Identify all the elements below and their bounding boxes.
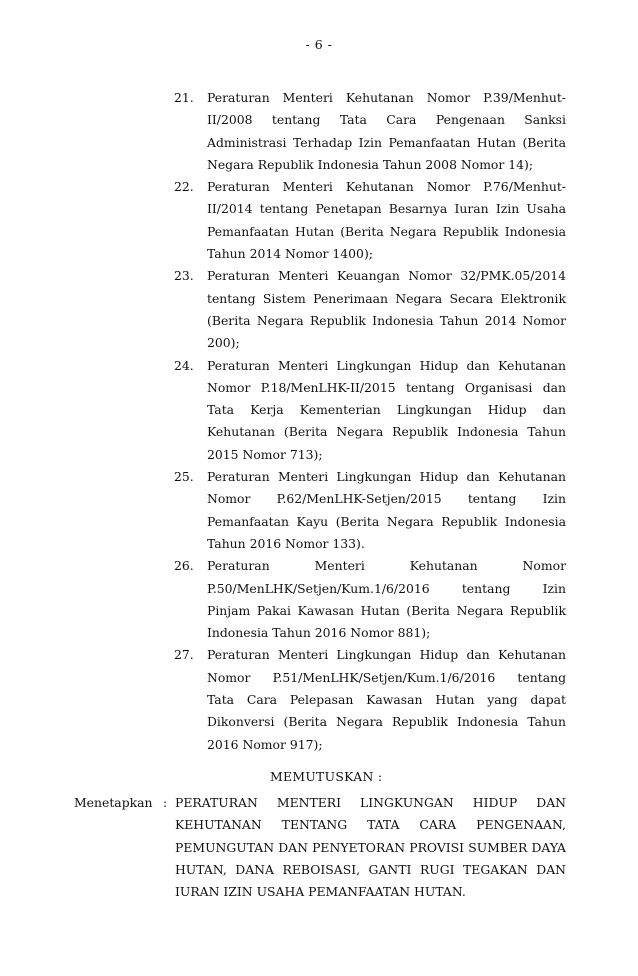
text-line: Peraturan Menteri Kehutanan Nomor P.76/Menhut- — [207, 179, 566, 195]
text-line: 2015 Nomor 713); — [207, 446, 323, 462]
decision-text — [175, 792, 566, 903]
list-item-text — [207, 265, 566, 354]
list-item — [174, 87, 566, 176]
text-line: Indonesia Tahun 2016 Nomor 881); — [207, 625, 431, 641]
text-line: Kehutanan (Berita Negara Republik Indonesia Tahun — [207, 424, 566, 440]
text-line: II/2014 tentang Penetapan Besarnya Iuran Izin Usaha — [207, 201, 566, 217]
text-line: Tata Kerja Kementerian Lingkungan Hidup dan — [207, 402, 566, 418]
list-item-text — [207, 644, 566, 755]
text-line: (Berita Negara Republik Indonesia Tahun 2014 Nomor — [207, 312, 566, 328]
text-line: Tahun 2014 Nomor 1400); — [207, 246, 373, 262]
decision-line: HUTAN, DANA REBOISASI, GANTI RUGI TEGAKAN DAN — [175, 861, 566, 877]
text-line: tentang Sistem Penerimaan Negara Secara Elektronik — [207, 290, 566, 306]
list-item-text — [207, 466, 566, 555]
regulation-list — [174, 87, 566, 756]
text-line: Nomor P.51/MenLHK/Setjen/Kum.1/6/2016 tentang — [207, 669, 566, 685]
list-item — [174, 466, 566, 555]
decision-colon: : — [163, 795, 168, 810]
text-line: II/2008 tentang Tata Cara Pengenaan Sanksi — [207, 112, 566, 128]
text-line: Tata Cara Pelepasan Kawasan Hutan yang dapat — [207, 692, 566, 708]
text-line: Pinjam Pakai Kawasan Hutan (Berita Negara Republik — [207, 602, 566, 618]
text-line: Peraturan Menteri Kehutanan Nomor — [207, 558, 566, 574]
section-heading: MEMUTUSKAN : — [270, 769, 383, 784]
text-line: Dikonversi (Berita Negara Republik Indonesia Tahun — [207, 714, 566, 730]
text-line: Peraturan Menteri Lingkungan Hidup dan Kehutanan — [207, 469, 566, 485]
list-item-number: 21. — [174, 90, 194, 105]
page-number: - 6 - — [305, 37, 333, 52]
decision-line: KEHUTANAN TENTANG TATA CARA PENGENAAN, — [175, 817, 566, 833]
list-item — [174, 176, 566, 265]
text-line: Peraturan Menteri Keuangan Nomor 32/PMK.05/2014 — [207, 268, 566, 284]
list-item-text — [207, 87, 566, 176]
list-item-text — [207, 555, 566, 644]
text-line: Tahun 2016 Nomor 133). — [207, 535, 365, 551]
decision-line: IURAN IZIN USAHA PEMANFAATAN HUTAN. — [175, 884, 466, 900]
list-item-text — [207, 355, 566, 466]
list-item-number: 26. — [174, 558, 194, 574]
text-line: Administrasi Terhadap Izin Pemanfaatan Hutan (Berita — [207, 134, 566, 150]
list-item — [174, 265, 566, 354]
text-line: Nomor P.18/MenLHK-II/2015 tentang Organisasi dan — [207, 379, 566, 395]
list-item-number: 27. — [174, 647, 194, 663]
decision-line: PERATURAN MENTERI LINGKUNGAN HIDUP DAN — [175, 795, 566, 810]
list-item — [174, 555, 566, 644]
list-item — [174, 644, 566, 755]
list-item — [174, 355, 566, 466]
list-item-text — [207, 176, 566, 265]
list-item-number: 23. — [174, 268, 194, 284]
list-item-number: 22. — [174, 179, 194, 195]
text-line: Peraturan Menteri Lingkungan Hidup dan Kehutanan — [207, 357, 566, 373]
list-item-number: 24. — [174, 357, 194, 373]
list-item-number: 25. — [174, 469, 194, 485]
text-line: Pemanfaatan Kayu (Berita Negara Republik Indonesia — [207, 513, 566, 529]
text-line: Pemanfaatan Hutan (Berita Negara Republik Indonesia — [207, 223, 566, 239]
text-line: 2016 Nomor 917); — [207, 736, 323, 752]
text-line: P.50/MenLHK/Setjen/Kum.1/6/2016 tentang Izin — [207, 580, 566, 596]
text-line: Nomor P.62/MenLHK-Setjen/2015 tentang Izin — [207, 491, 566, 507]
decision-label: Menetapkan — [74, 795, 153, 810]
decision-line: PEMUNGUTAN DAN PENYETORAN PROVISI SUMBER DAYA — [175, 839, 566, 855]
text-line: Negara Republik Indonesia Tahun 2008 Nomor 14); — [207, 156, 534, 172]
text-line: Peraturan Menteri Kehutanan Nomor P.39/Menhut- — [207, 90, 566, 105]
text-line: 200); — [207, 335, 240, 351]
text-line: Peraturan Menteri Lingkungan Hidup dan Kehutanan — [207, 647, 566, 663]
